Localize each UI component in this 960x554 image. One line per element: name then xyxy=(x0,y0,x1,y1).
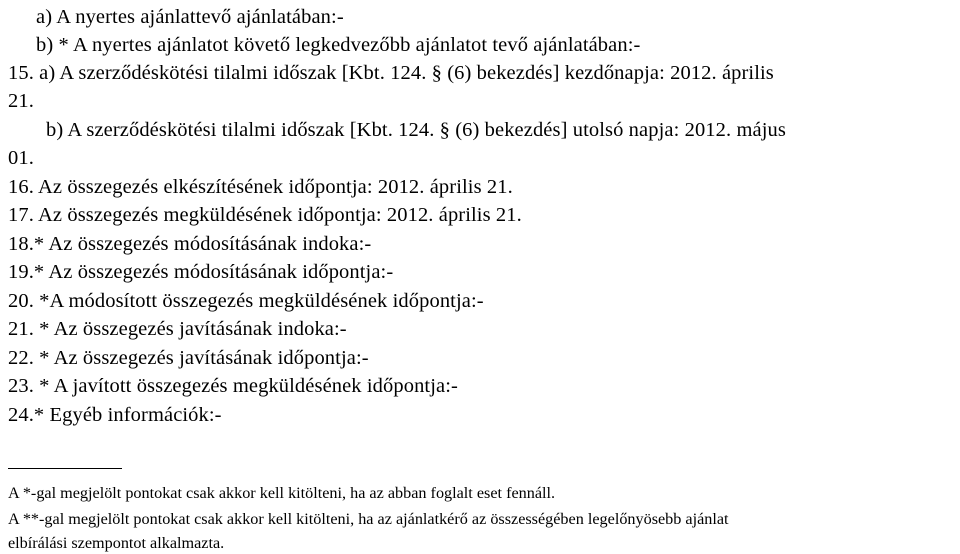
item-17-summary-sent: 17. Az összegezés megküldésének időpontja: 2012. április 21. xyxy=(8,204,522,226)
item-19-modification-date: 19.* Az összegezés módosításának időpontja:- xyxy=(8,261,394,283)
item-18-modification-reason: 18.* Az összegezés módosításának indoka:- xyxy=(8,233,372,255)
item-22-correction-date: 22. * Az összegezés javításának időpontja:- xyxy=(8,347,369,369)
item-20-modified-summary-sent: 20. *A módosított összegezés megküldésének időpontja:- xyxy=(8,290,484,312)
footnote-divider xyxy=(8,468,122,469)
item-b-next-best-offer: b) * A nyertes ajánlatot követő legkedvezőbb ajánlatot tevő ajánlatában:- xyxy=(36,34,641,56)
item-16-summary-prepared: 16. Az összegezés elkészítésének időpontja: 2012. április 21. xyxy=(8,176,513,198)
footnote-double-asterisk-continuation: elbírálási szempontot alkalmazta. xyxy=(8,534,225,552)
item-15a-continuation: 21. xyxy=(8,90,34,112)
item-15b-moratorium-end: b) A szerződéskötési tilalmi időszak [Kbt. 124. § (6) bekezdés] utolsó napja: 2012. május xyxy=(46,119,786,141)
item-a-winner-offer: a) A nyertes ajánlattevő ajánlatában:- xyxy=(36,6,344,28)
item-21-correction-reason: 21. * Az összegezés javításának indoka:- xyxy=(8,318,347,340)
footnote-double-asterisk: A **-gal megjelölt pontokat csak akkor kell kitölteni, ha az ajánlatkérő az összességében legelőnyösebb ajánlat xyxy=(8,510,729,528)
item-23-corrected-summary-sent: 23. * A javított összegezés megküldésének időpontja:- xyxy=(8,375,458,397)
item-15a-moratorium-start: 15. a) A szerződéskötési tilalmi időszak [Kbt. 124. § (6) bekezdés] kezdőnapja: 2012. április xyxy=(8,62,774,84)
footnote-single-asterisk: A *-gal megjelölt pontokat csak akkor kell kitölteni, ha az abban foglalt eset fennáll. xyxy=(8,484,556,502)
item-24-other-info: 24.* Egyéb információk:- xyxy=(8,404,222,426)
item-15b-continuation: 01. xyxy=(8,147,34,169)
